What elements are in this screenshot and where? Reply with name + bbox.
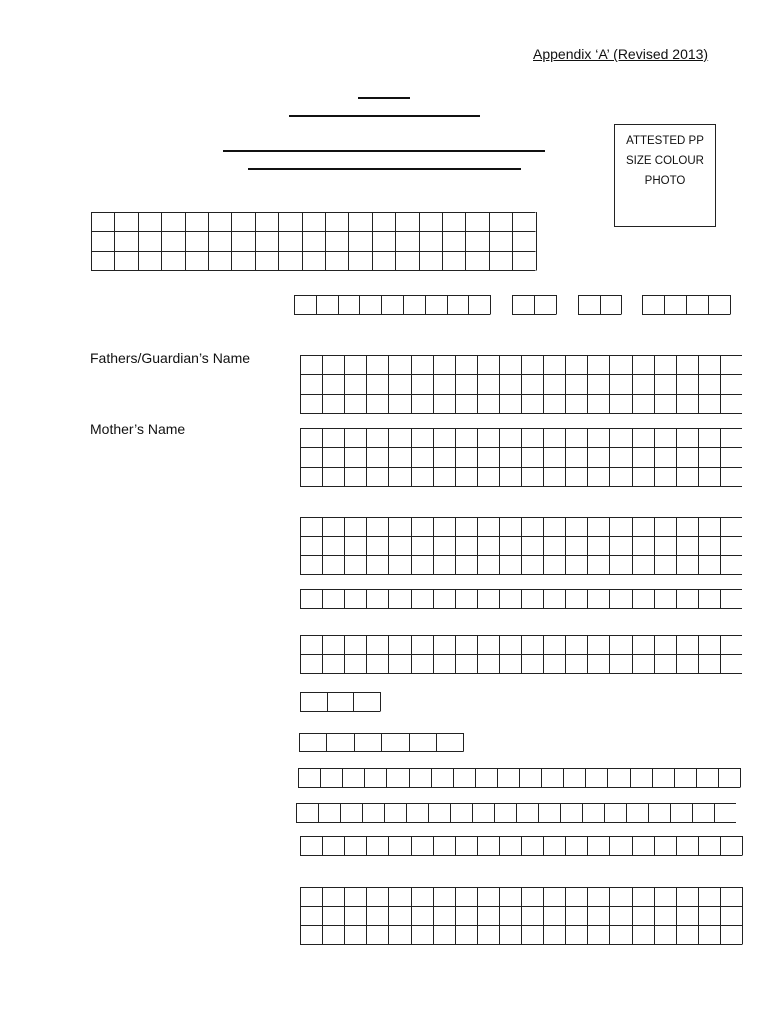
appendix-label: Appendix ‘A’ (Revised 2013) (533, 46, 709, 62)
field-boxes-single-row-4[interactable] (300, 836, 743, 856)
title-line-4 (248, 168, 521, 170)
photo-placeholder-box[interactable] (614, 124, 716, 227)
photo-box-line-1: ATTESTED PP (626, 135, 704, 147)
field-boxes-single-row-2[interactable] (298, 768, 741, 788)
fathers-guardian-name-boxes[interactable] (300, 355, 743, 414)
field-boxes-2-rows[interactable] (300, 635, 743, 674)
candidate-name-boxes[interactable] (91, 212, 537, 271)
fathers-guardian-name-label: Fathers/Guardian’s Name (90, 350, 251, 366)
field-boxes-3-rows[interactable] (300, 517, 743, 575)
field-boxes-single-row-1[interactable] (300, 589, 743, 609)
field-boxes-6-cells[interactable] (299, 733, 464, 752)
mothers-name-boxes[interactable] (300, 428, 743, 487)
photo-box-line-2: SIZE COLOUR (626, 155, 704, 167)
title-line-2 (289, 115, 480, 117)
field-boxes-3-cells[interactable] (300, 692, 381, 712)
date-boxes-group-2[interactable] (512, 295, 557, 315)
mothers-name-label: Mother’s Name (90, 421, 186, 437)
date-boxes-group-4[interactable] (642, 295, 731, 315)
title-line-3 (223, 150, 545, 152)
field-boxes-3-rows-bottom[interactable] (300, 887, 743, 945)
date-boxes-group-3[interactable] (578, 295, 622, 315)
title-line-1 (358, 97, 410, 99)
date-boxes-group-1[interactable] (294, 295, 491, 315)
field-boxes-single-row-3[interactable] (296, 803, 737, 823)
photo-box-line-3: PHOTO (644, 175, 686, 187)
